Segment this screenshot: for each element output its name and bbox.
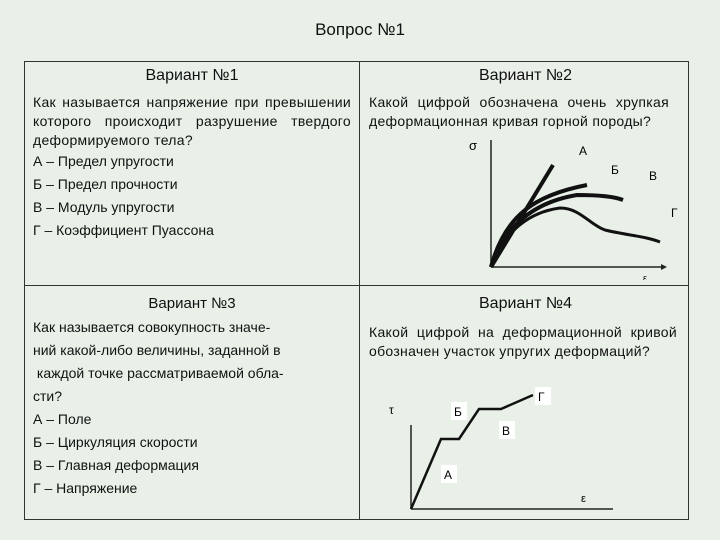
variant-3-answer-d: Г – Напряжение <box>33 480 138 496</box>
segment-g-label: Г <box>538 390 545 404</box>
variant-3-question <box>33 316 351 408</box>
variant-1-answers <box>33 150 351 242</box>
page-title: Вопрос №1 <box>315 20 405 39</box>
variant-3-answer-a: А – Поле <box>33 411 92 427</box>
variant-2-y-axis-label: σ <box>469 138 478 153</box>
curve-b-label: Б <box>611 163 619 177</box>
variant-3-answers <box>33 408 351 500</box>
variant-4-stress-strain-diagram <box>375 387 615 517</box>
variant-4 <box>369 295 682 361</box>
variant-3-question-line-2: ний какой-либо величины, заданной в <box>33 342 281 358</box>
variant-3 <box>33 295 351 500</box>
curve-v-label: В <box>649 169 658 183</box>
variant-1 <box>33 67 351 242</box>
variant-1-answer-b: Б – Предел прочности <box>33 176 178 192</box>
variant-1-title: Вариант №1 <box>145 67 239 84</box>
variant-3-answer-b: Б – Циркуляция скорости <box>33 434 198 450</box>
variant-3-question-line-1: Как называется совокупность значе- <box>33 319 271 335</box>
grid-horizontal-divider <box>25 285 688 286</box>
segment-v-label: В <box>502 424 511 438</box>
variant-1-question: Как называется напряжение при превышении которого происходит разрушение твердого деформируемого тела? <box>33 94 351 148</box>
variant-4-x-axis-label: ε <box>581 493 586 505</box>
variant-4-y-axis-label: τ <box>389 403 394 417</box>
variant-2 <box>369 67 682 131</box>
segment-b-label: Б <box>454 405 462 419</box>
grid-vertical-divider <box>359 62 360 519</box>
variant-4-question: Какой цифрой на деформационной кривой обозначен участок упругих деформаций? <box>369 324 677 359</box>
variant-4-title: Вариант №4 <box>479 295 572 312</box>
variant-3-title: Вариант №3 <box>148 295 236 312</box>
variant-2-x-axis-arrow <box>661 264 667 270</box>
variant-2-x-axis-label: ε <box>643 273 648 280</box>
variant-3-question-line-4: сти? <box>33 388 63 404</box>
variant-1-answer-d: Г – Коэффициент Пуассона <box>33 222 214 238</box>
curve-a-label: А <box>579 144 588 158</box>
deformation-curve <box>411 395 533 509</box>
variants-grid <box>24 61 689 520</box>
variant-2-question: Какой цифрой обозначена очень хрупкая деформационная кривая горной породы? <box>369 94 669 129</box>
variant-1-answer-a: А – Предел упругости <box>33 153 174 169</box>
variant-2-title: Вариант №2 <box>479 67 572 84</box>
variant-3-question-line-3: каждой точке рассматриваемой обла- <box>33 365 284 381</box>
variant-1-answer-c: В – Модуль упругости <box>33 199 175 215</box>
variant-2-stress-strain-diagram <box>465 130 685 280</box>
segment-a-label: А <box>444 468 453 482</box>
curve-a <box>491 165 553 267</box>
variant-3-answer-c: В – Главная деформация <box>33 457 199 473</box>
curve-g-label: Г <box>671 206 678 220</box>
